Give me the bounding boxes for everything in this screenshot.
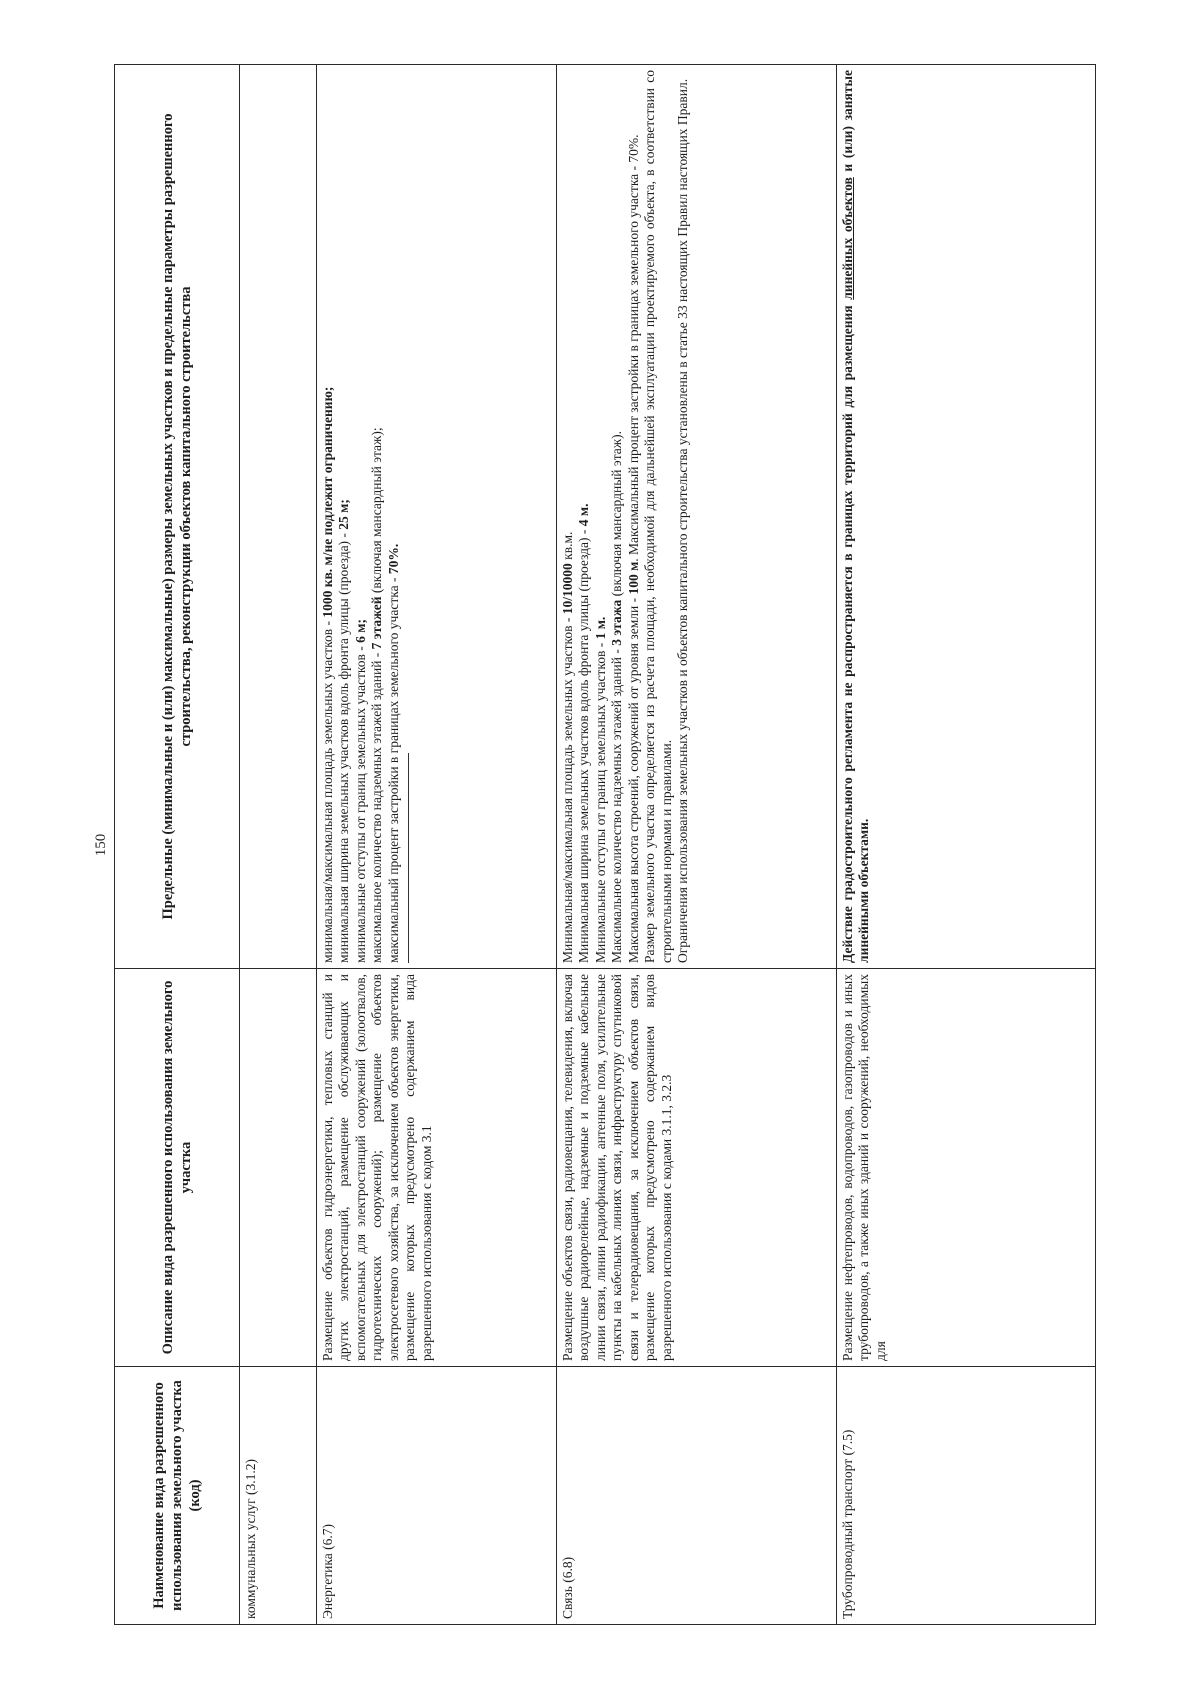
cell-name: Трубопроводный транспорт (7.5) [837,1367,1096,1625]
header-description: Описание вида разрешенного использования земельного участка [115,969,240,1367]
param-line: минимальные отступы от границ земельных участков - 6 м; [352,619,368,963]
param-line: Минимальная/максимальная площадь земельных участков - 10/10000 кв.м. [560,531,575,963]
table-row [837,65,1096,1625]
param-line: максимальное количество надземных этажей зданий - 7 этажей (включая мансардный этаж); [369,427,385,963]
param-line: минимальная ширина земельных участков вдоль фронта улицы (проезда) - 25 м; [336,499,352,963]
table-row [557,65,837,1625]
cell-name: коммунальных услуг (3.1.2) [240,1367,317,1625]
cell-params [240,65,317,969]
cell-description: Размещение нефтепроводов, водопроводов, газопроводов и иных трубопроводов, а также иных зданий и сооружений, необходимых для [837,969,1096,1367]
cell-name: Энергетика (6.7) [317,1367,557,1625]
param-line: Ограничения использования земельных участков и объектов капитального строительства установлены в статье 33 настоящих Правил настоящих Правил. [675,78,691,963]
cell-params [317,65,557,969]
regulation-table [114,64,1096,1625]
param-line: минимальная/максимальная площадь земельных участков - 1000 кв. м/не подлежит ограничению; [320,386,335,963]
page-number: 150 [93,833,109,857]
param-line: Максимальное количество надземных этажей зданий - 3 этажа (включая мансардный этаж). [609,431,625,963]
cell-description: Размещение объектов связи, радиовещания, телевидения, включая воздушные радиорелейные, надземные и подземные кабельные линии связи, линии радиофикации, антенные поля, усилительные пункты на кабельных линиях связи, инфраструктуру спутниковой связи и телерадиовещания, за исключением объектов связи, размещение которых предусмотрено содержанием видов разрешенного использования с кодами 3.1.1, 3.2.3 [557,969,837,1367]
param-line: Действие градостроительного регламента не распространяется в границах территорий для размещения линейных объектов и (или) занятые линейными объектами. [840,70,872,963]
param-line: максимальный процент застройки в границах земельного участка - 70%. [385,543,401,963]
cell-name: Связь (6.8) [557,1367,837,1625]
table-header-row [115,65,240,1625]
cell-description: Размещение объектов гидроэнергетики, тепловых станций и других электростанций, размещение обслуживающих и вспомогательных для электростанций сооружений (золоотвалов, гидротехнических сооружений); размещение объектов электросетевого хозяйства, за исключением объектов энергетики, размещение которых предусмотрено содержанием вида разрешенного использования с кодом 3.1 [317,969,557,1367]
rotated-page [90,65,1100,1625]
table-row [317,65,557,1625]
cell-params [557,65,837,969]
param-line: Минимальные отступы от границ земельных участков - 1 м. [592,616,608,963]
param-line: Размер земельного участка определяется из расчета площади, необходимой для дальнейшей эксплуатации проектируемого объекта, в соответствии со строительными нормами и правилами. [642,70,674,963]
param-line: Минимальная ширина земельных участков вдоль фронта улицы (проезда) - 4 м. [576,503,592,963]
table-row [240,65,317,1625]
param-line: Максимальная высота строений, сооружений от уровня земли - 100 м. Максимальный процент застройки в границах земельного участка - 70%. [625,134,641,963]
header-params: Предельные (минимальные и (или) максимальные) размеры земельных участков и предельные параметры разрешенного строительства, реконструкции объектов капитального строительства [115,65,240,969]
cell-params [837,65,1096,969]
header-name: Наименование вида разрешенного использования земельного участка (код) [115,1367,240,1625]
cell-description [240,969,317,1367]
divider-line [408,753,409,963]
